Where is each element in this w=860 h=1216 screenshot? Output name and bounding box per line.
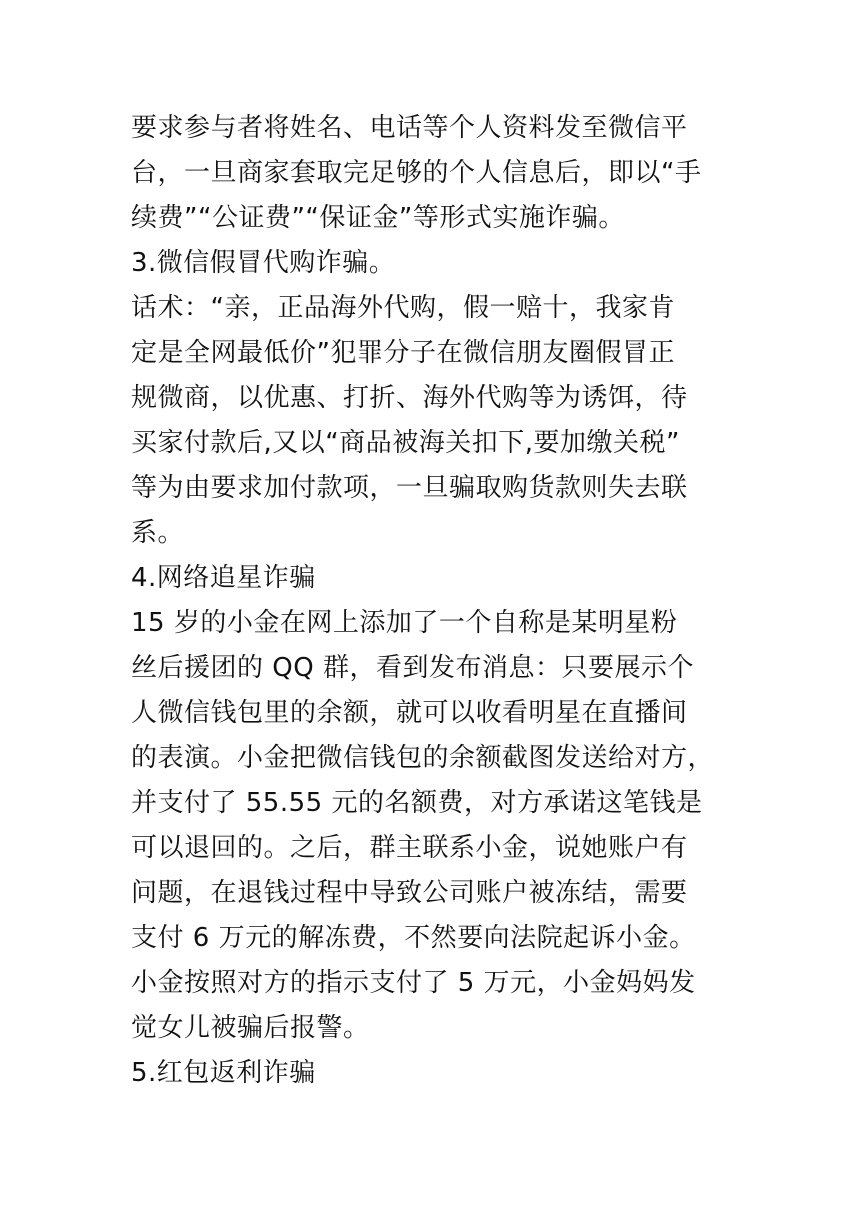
text-line: 15 岁的小金在网上添加了一个自称是某明星粉	[131, 608, 678, 638]
text-line: 续费”“公证费”“保证金”等形式实施诈骗。	[131, 203, 625, 233]
text-line: 等为由要求加付款项，一旦骗取购货款则失去联	[131, 473, 688, 503]
text-line: 丝后援团的 QQ 群，看到发布消息：只要展示个	[131, 653, 694, 683]
text-line: 系。	[131, 518, 185, 548]
text-line: 台，一旦商家套取完足够的个人信息后，即以“手	[131, 158, 702, 188]
text-line: 定是全网最低价”犯罪分子在微信朋友圈假冒正	[131, 338, 675, 368]
text-line: 的表演。小金把微信钱包的余额截图发送给对方，	[131, 743, 715, 773]
document-body	[131, 106, 751, 1096]
text-line: 要求参与者将姓名、电话等个人资料发至微信平	[131, 113, 688, 143]
text-line: 人微信钱包里的余额，就可以收看明星在直播间	[131, 698, 688, 728]
text-line: 买家付款后,又以“商品被海关扣下,要加缴关税”	[131, 428, 680, 458]
text-line: 可以退回的。之后，群主联系小金，说她账户有	[131, 833, 688, 863]
section-heading: 3.微信假冒代购诈骗。	[131, 248, 396, 278]
section-heading: 4.网络追星诈骗	[131, 563, 316, 593]
section-heading: 5.红包返利诈骗	[131, 1058, 316, 1088]
text-line: 支付 6 万元的解冻费，不然要向法院起诉小金。	[131, 923, 696, 953]
text-line: 话术：“亲，正品海外代购，假一赔十，我家肯	[131, 293, 675, 323]
text-line: 问题，在退钱过程中导致公司账户被冻结，需要	[131, 878, 688, 908]
text-line: 小金按照对方的指示支付了 5 万元，小金妈妈发	[131, 968, 696, 998]
text-line: 规微商，以优惠、打折、海外代购等为诱饵，待	[131, 383, 688, 413]
text-line: 觉女儿被骗后报警。	[131, 1013, 370, 1043]
text-line: 并支付了 55.55 元的名额费，对方承诺这笔钱是	[131, 788, 703, 818]
